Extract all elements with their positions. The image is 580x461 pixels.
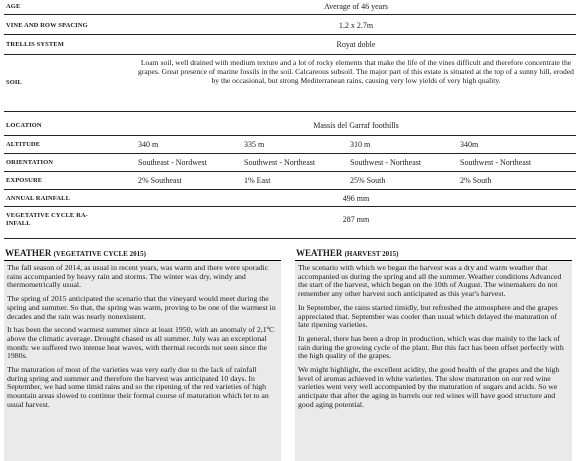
exposure-value-4: 2% South [460,176,492,185]
rainfall-row [4,190,576,207]
soil-label: SOIL [6,79,22,86]
trellis-value: Royat doble [336,40,376,49]
weather-vegetative-heading [4,248,281,261]
altitude-value-2: 335 m [244,140,265,149]
soil-value: Loam soil, well drained with medium texture and a lot of rocky elements that make the life of the vines difficult and therefore concentrate the grapes. Great presence of marine fossils in the soil. Calcareous subsoil. The major part of this estate is situated at the top of a sunny hill, eroded by the occasional, but strong Mediterranean rains, causing very low yields of very high quality. [138,58,574,86]
paragraph: The fall season of 2014, as usual in recent years, was warm and there were sporadic rains accompanied by heavy rain and storms. The winter was dry, windy and thermometrically usual. [7,263,269,290]
weather-vegetative-subtitle: (VEGETATIVE CYCLE 2015) [53,250,146,258]
rainfall-label: ANNUAL RAINFALL [6,195,71,202]
age-value: Average of 46 years [323,2,389,11]
rainfall-value: 496 mm [342,194,370,203]
weather-vegetative-title: WEATHER [5,248,52,258]
age-label: AGE [6,3,21,10]
vegetative-rainfall-row [4,207,576,239]
exposure-row [4,172,576,190]
exposure-value-3: 25% South [350,176,386,185]
vegetative-rainfall-label-line2: INFALL [6,220,31,227]
trellis-row [4,35,576,55]
paragraph: The maturation of most of the varieties was very early due to the lack of rainfall during spring and summer and therefore the harvest was anticipated 10 days. In September, we had some timid rains and so the ripening of the red varieties of high mountain areas slowed to continue their formal course of maturation which let to an usual harvest. [7,365,269,409]
paragraph: The spring of 2015 anticipated the scenario that the vineyard would meet during the spring and summer. So that, the spring was warm, proving to be one of the warmest in decades and the rain was nearly nonexistent. [7,294,276,321]
orientation-row [4,154,576,172]
paragraph: It has been the second warmest summer since at least 1950, with an anomaly of 2,1ºC above the climatic average. Drought chased us all summer. July was an exceptional month: we suffered two intense heat waves, with thermal records not seen since the 1980s. [7,325,275,361]
orientation-value-4: Southwest - Northeast [460,158,532,167]
spacing-value: 1.2 x 2.7m [338,21,374,30]
exposure-label: EXPOSURE [6,177,43,184]
vegetative-rainfall-label-line1: VEGETATIVE CYCLE RA- [6,212,88,219]
weather-harvest-subtitle: (HARVEST 2015) [344,250,399,258]
exposure-value-2: 1% East [244,176,271,185]
soil-row [4,55,576,112]
weather-vegetative-body [4,261,281,461]
weather-harvest-section [295,248,572,461]
spacing-row [4,15,576,35]
orientation-value-2: Southwest - Northeast [244,158,316,167]
paragraph: We might highlight, the excellent acidity, the good health of the grapes and the high level of aromas achieved in white varieties. The slow maturation on our red wine varieties went very well accompanied by the maturation of sugars and acids. So we anticipate that after the aging in barrels our red wines will have good structure and good aging potential. [298,365,560,409]
altitude-label: ALTITUDE [6,141,41,148]
altitude-value-3: 310 m [350,140,371,149]
age-row [4,0,576,15]
orientation-label: ORIENTATION [6,159,54,166]
orientation-value-1: Southeast - Nordwest [138,158,207,167]
spacing-label: VINE AND ROW SPACING [6,22,88,29]
weather-harvest-heading [295,248,572,261]
orientation-value-3: Southwest - Northeast [350,158,422,167]
altitude-value-1: 340 m [138,140,159,149]
location-row [4,112,576,136]
paragraph: In general, there has been a drop in production, which was due mainly to the lack of rain during the growing cycle of the plant. But this fact has been offset perfectly with the high quality of the grapes. [298,333,564,361]
paragraph: In September, the rains started timidly, but refreshed the atmosphere and the grapes appreciated that. September was cooler than usual which delayed the maturation of late ripening varieties. [298,302,558,330]
vegetative-rainfall-value: 287 mm [342,215,370,224]
weather-harvest-body [295,261,572,461]
altitude-value-4: 340m [460,140,479,149]
paragraph: The scenario with which we began the harvest was a dry and warm weather that accompanied us during the spring and all the summer. Weather conditions Advanced the start of the harvest, which began on the 10th of August. The winemakers do not remember any other harvest such anticipated as this year's harvest. [298,263,562,299]
location-label: LOCATION [6,122,42,129]
location-value: Massís del Garraf foothills [313,121,399,130]
vineyard-table [4,0,576,239]
altitude-row [4,136,576,154]
weather-harvest-title: WEATHER [296,248,343,258]
weather-vegetative-section [4,248,281,461]
exposure-value-1: 2% Southeast [138,176,182,185]
trellis-label: TRELLIS SYSTEM [6,41,64,48]
